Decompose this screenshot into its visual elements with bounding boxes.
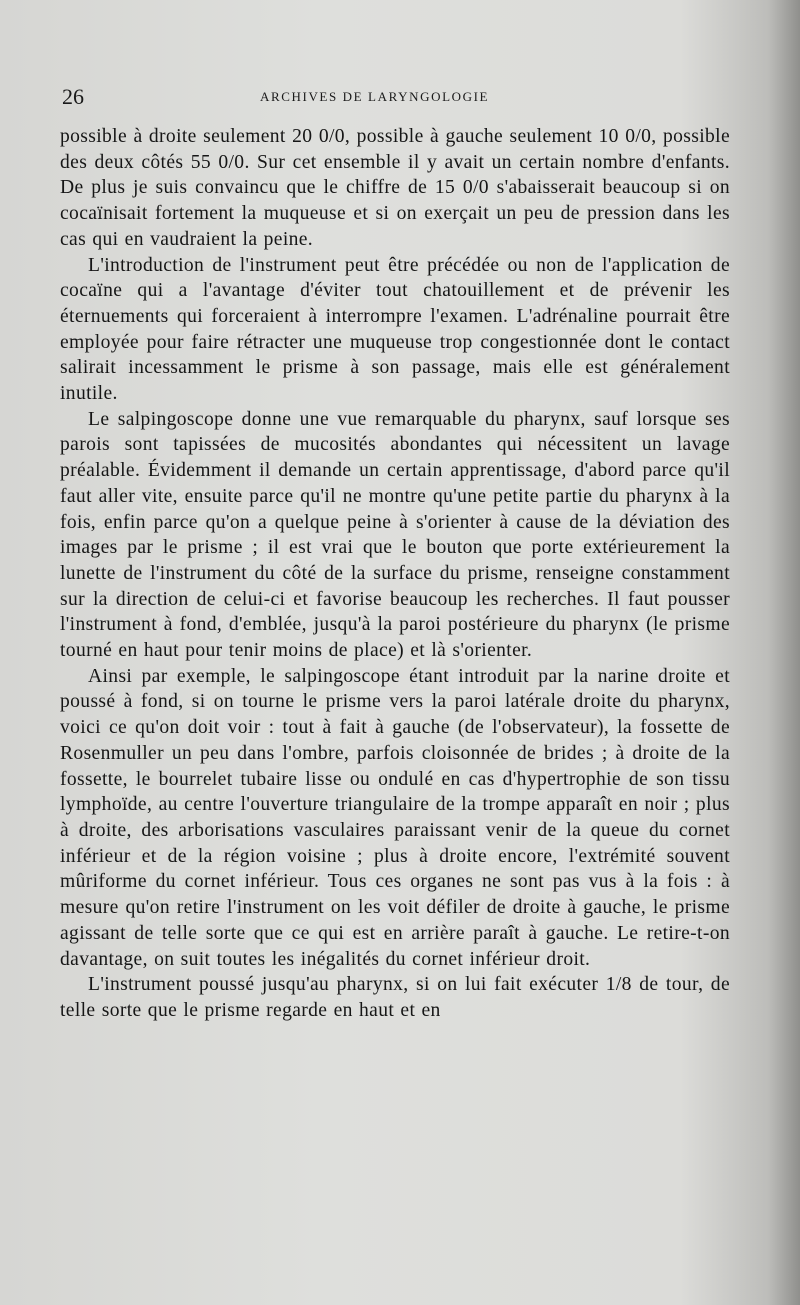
body-text xyxy=(60,124,730,1024)
paragraph-example: Ainsi par exemple, le salpingoscope étant introduit par la narine droite et poussé à fond, si on tourne le prisme vers la paroi latérale droite du pharynx, voici ce qu'on doit voir : tout à fait à gauche (de l'observateur), la fossette de Rosenmuller un peu dans l'ombre, parfois cloisonnée de brides ; à droite de la fossette, le bourrelet tubaire lisse ou ondulé en cas d'hypertrophie de son tissu lymphoïde, au centre l'ouverture triangulaire de la trompe apparaît en noir ; plus à droite, des arborisations vasculaires paraissant venir de la queue du cornet inférieur et de la région voisine ; plus à droite encore, l'extrémité souvent mûriforme du cornet inférieur. Tous ces organes ne sont pas vus à la fois : à mesure qu'on retire l'instrument on les voit défiler de droite à gauche, le prisme agissant de telle sorte que ce qui est en arrière paraît à gauche. Le retire-t-on davantage, on suit toutes les inégalités du cornet inférieur droit. xyxy=(60,665,730,970)
page-number: 26 xyxy=(62,84,84,109)
paragraph-salpingoscope: Le salpingoscope donne une vue remarquable du pharynx, sauf lorsque ses parois sont tapissées de mucosités abondantes qui nécessitent un lavage préalable. Évidemment il demande un certain apprentissage, d'abord parce qu'il faut aller vite, ensuite parce qu'il ne montre qu'une petite partie du pharynx à la fois, enfin parce qu'on a quelque peine à s'orienter à cause de la déviation des images par le prisme ; il est vrai que le bouton que porte extérieurement la lunette de l'instrument du côté de la surface du prisme, renseigne constamment sur la direction de celui-ci et favorise beaucoup les recherches. Il faut pousser l'instrument à fond, d'emblée, jusqu'à la paroi postérieure du pharynx (le prisme tourné en haut pour tenir moins de place) et là s'orienter. xyxy=(60,408,730,662)
page-header xyxy=(62,84,727,110)
paragraph-introduction: L'introduction de l'instrument peut être précédée ou non de l'application de cocaïne qui a l'avantage d'éviter tout chatouillement et de prévenir les éternuements qui forceraient à interrompre l'examen. L'adrénaline pourrait être employée pour faire rétracter une muqueuse trop congestionnée dont le contact salirait incessamment le prisme à son passage, mais elle est généralement inutile. xyxy=(60,254,730,405)
paragraph-instrument: L'instrument poussé jusqu'au pharynx, si on lui fait exécuter 1/8 de tour, de telle sorte que le prisme regarde en haut et en xyxy=(60,974,730,1021)
paragraph-continuation: possible à droite seulement 20 0/0, possible à gauche seulement 10 0/0, possible des deux côtés 55 0/0. Sur cet ensemble il y avait un certain nombre d'enfants. De plus je suis convaincu que le chiffre de 15 0/0 s'abaisserait beaucoup si on cocaïnisait fortement la muqueuse et si on exerçait un peu de pression dans les cas qui en vaudraient la peine. xyxy=(60,126,730,250)
running-title: ARCHIVES DE LARYNGOLOGIE xyxy=(260,89,490,104)
